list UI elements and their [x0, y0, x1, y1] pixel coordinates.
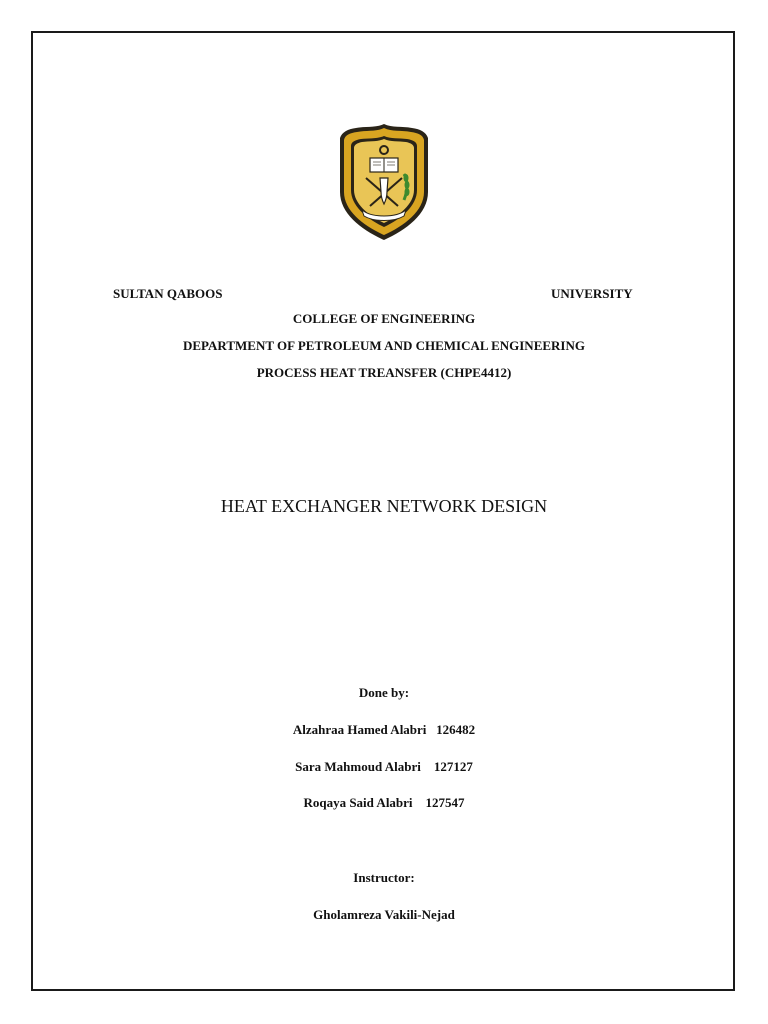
- instructor-name: Gholamreza Vakili-Nejad: [313, 907, 455, 922]
- college-name: COLLEGE OF ENGINEERING: [292, 311, 476, 326]
- author-name: Sara Mahmoud Alabri: [295, 759, 421, 774]
- university-crest-icon: [336, 122, 432, 242]
- author-id: 126482: [436, 722, 476, 737]
- done-by-label: Done by:: [358, 685, 410, 700]
- author-row: [0, 722, 768, 738]
- document-title: HEAT EXCHANGER NETWORK DESIGN: [220, 496, 548, 516]
- author-row: [0, 795, 768, 811]
- author-name: Alzahraa Hamed Alabri: [292, 722, 427, 737]
- course-name: PROCESS HEAT TREANSFER (CHPE4412): [256, 365, 512, 380]
- author-name: Roqaya Said Alabri: [303, 795, 413, 810]
- instructor-label: Instructor:: [353, 870, 415, 885]
- department-name: DEPARTMENT OF PETROLEUM AND CHEMICAL ENGINEERING: [183, 338, 585, 353]
- university-name-left: SULTAN QABOOS: [113, 286, 223, 301]
- author-row: [0, 759, 768, 775]
- author-id: 127127: [433, 759, 473, 774]
- university-name-right: UNIVERSITY: [551, 286, 633, 301]
- author-id: 127547: [425, 795, 465, 810]
